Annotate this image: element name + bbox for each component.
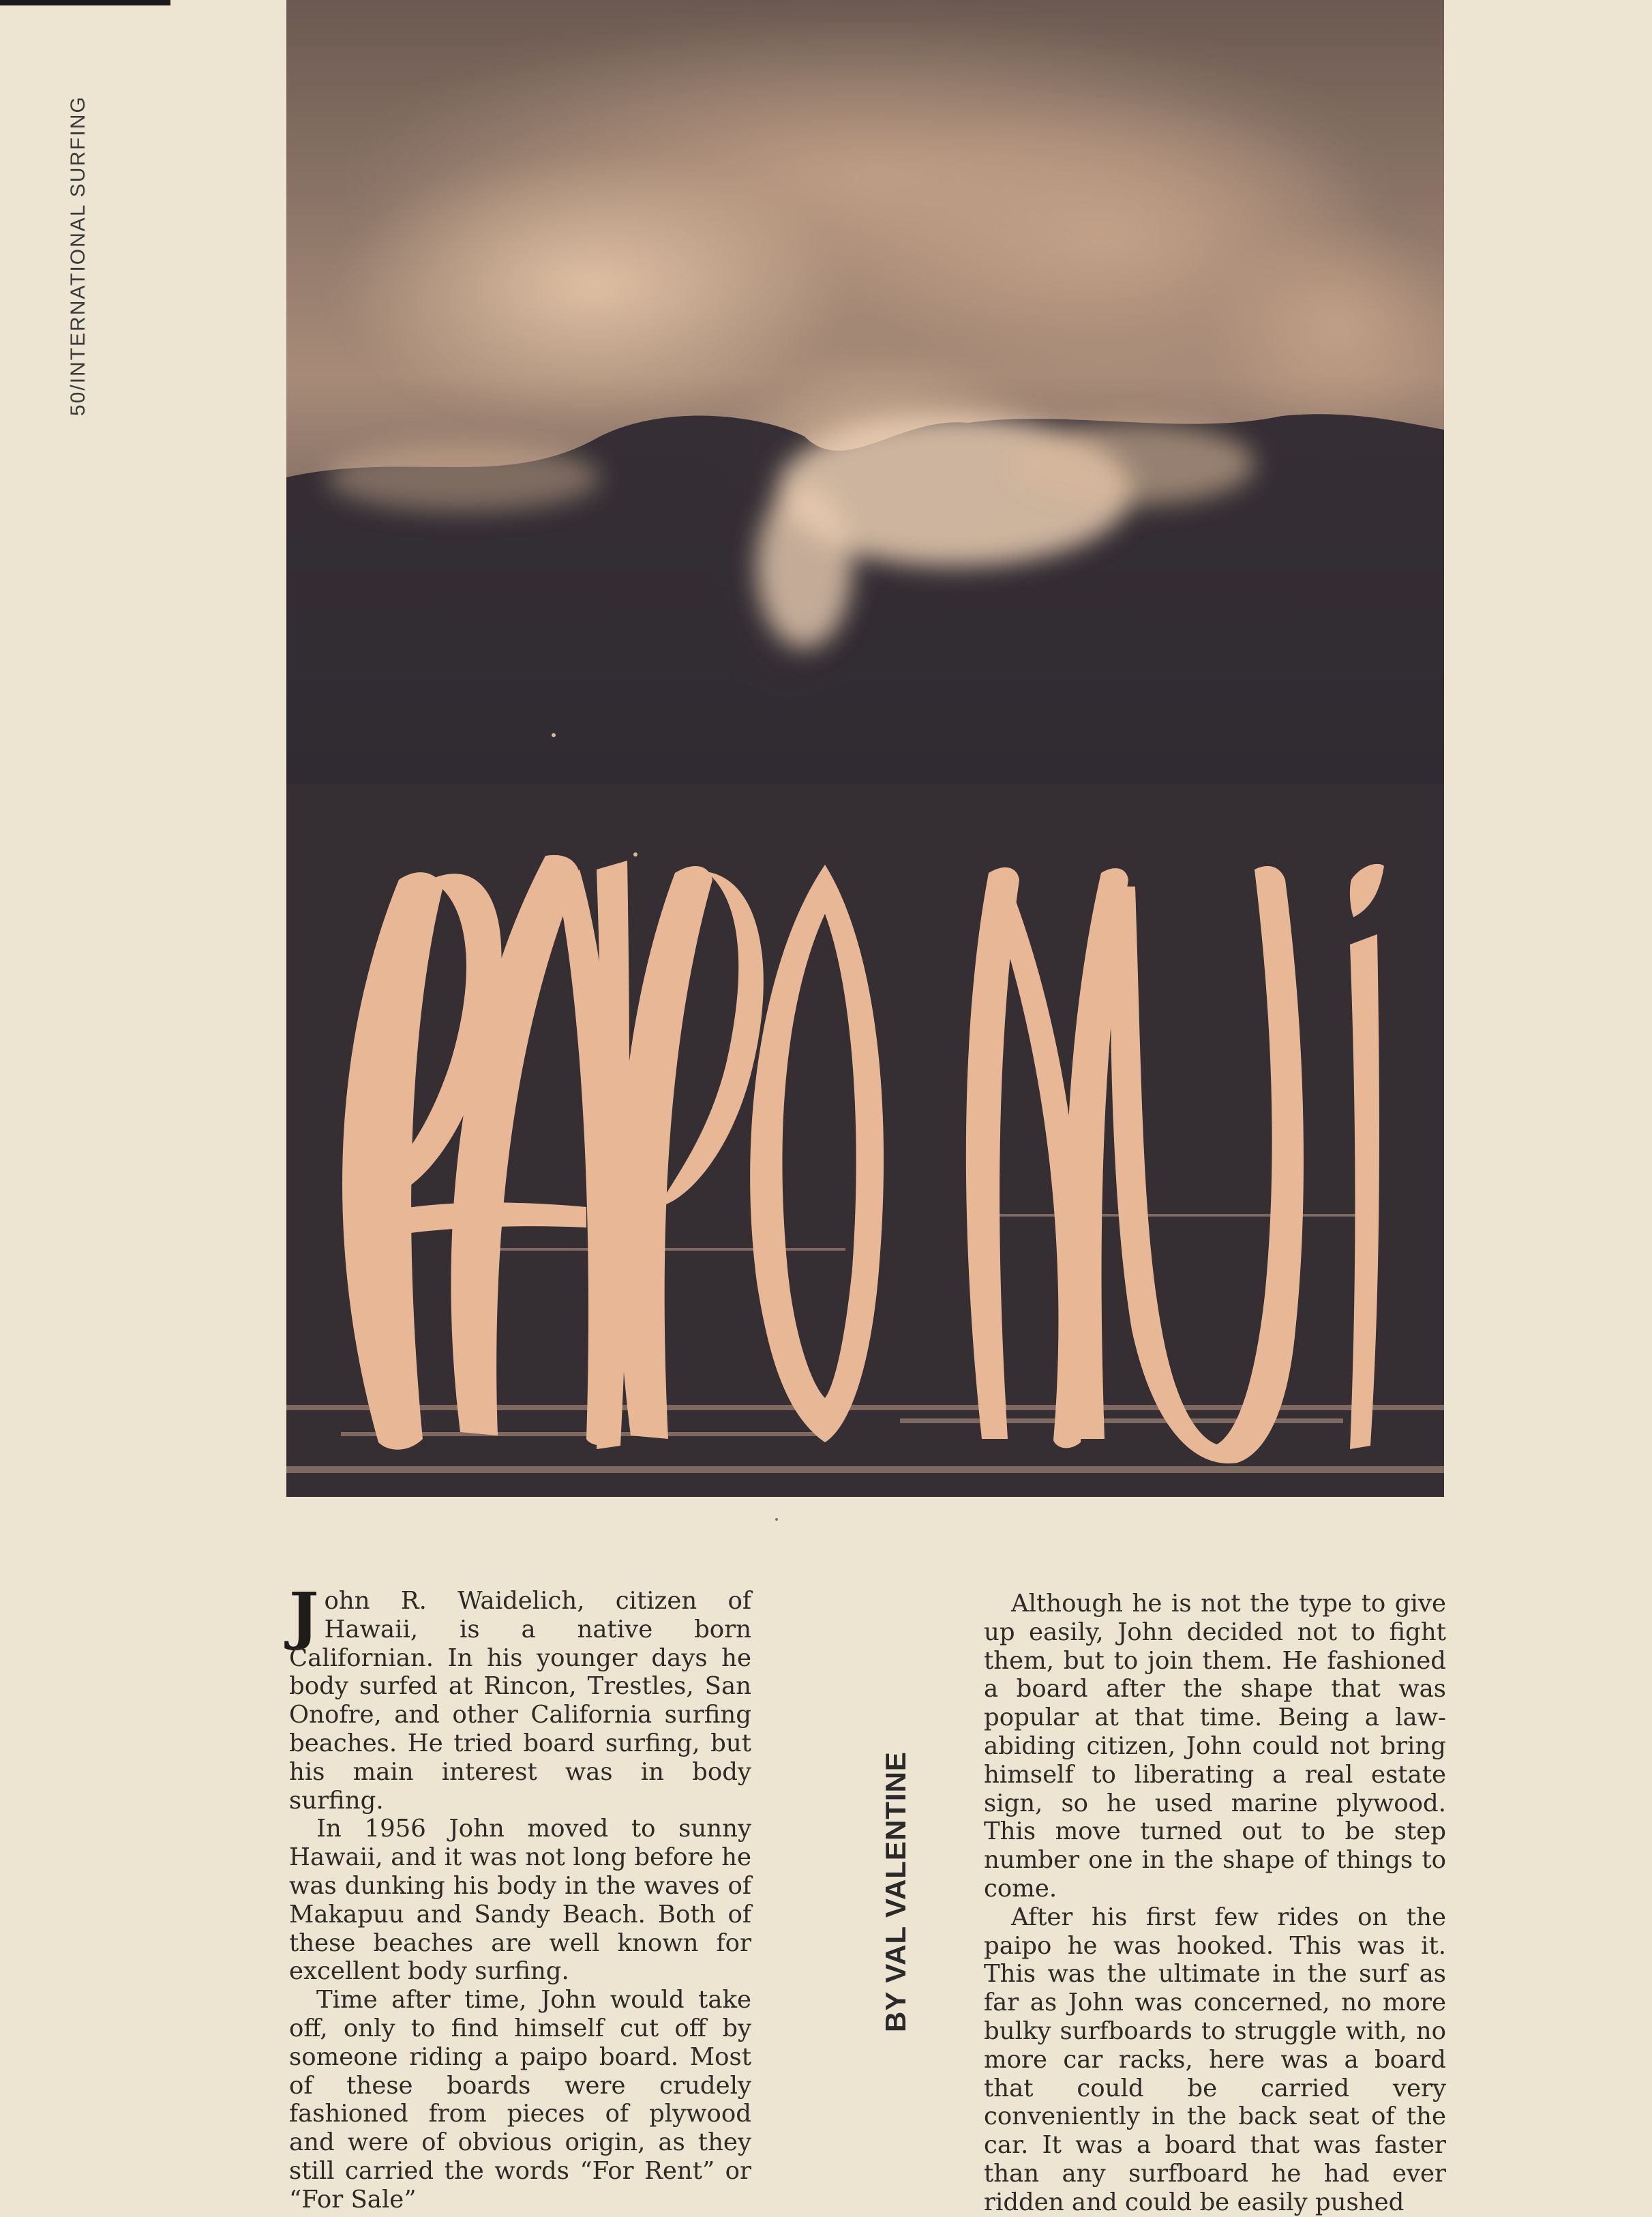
top-edge-mark [0,0,170,5]
article-column-right [984,1590,1446,2217]
article-paragraph: John R. Waidelich, citizen of Hawaii, is a native born Californian. In his younger days he body surfed at Rincon, Trestles, San Onofre, and other California surfing beaches. He tried board surfing, but his main interest was in body surfing. [289,1579,751,1815]
article-column-left [289,1579,751,2214]
wave-photo [286,0,1444,1497]
article-paragraph: After his first few rides on the paipo he was hooked. This was it. This was the ultimate in the surf as far as John was concerned, no more bulky surfboards to struggle with, no more car racks, here was a board that could be carried very conveniently in the back seat of the car. It was a board that was faster than any surfboard he had ever ridden and could be easily pushed [984,1903,1446,2216]
drop-cap: J [289,1579,319,1652]
byline: BY VAL VALENTINE [880,1751,912,2032]
title-text: PAIPO NUI [845,1154,885,1161]
wave-photo-art [286,0,1444,1497]
article-paragraph: In 1956 John moved to sunny Hawaii, and it was not long before he was dunking his body in the waves of Makapuu and Sandy Beach. Both of these beaches are well known for excellent body surfing. [289,1815,751,1986]
article-paragraph: Time after time, John would take off, only to find himself cut off by someone riding a paipo board. Most of these boards were crudely fashioned from pieces of plywood and were of obvious origin, as they still carried the words “For Rent” or “For Sale” [289,1986,751,2214]
running-head: 50/INTERNATIONAL SURFING [67,95,89,416]
print-speck [775,1518,778,1521]
article-paragraph: Although he is not the type to give up easily, John decided not to fight them, but to join them. He fashioned a board after the shape that was popular at that time. Being a law-abiding citizen, John could not bring himself to liberating a real estate sign, so he used marine plywood. This move turned out to be step number one in the shape of things to come. [984,1590,1446,1903]
